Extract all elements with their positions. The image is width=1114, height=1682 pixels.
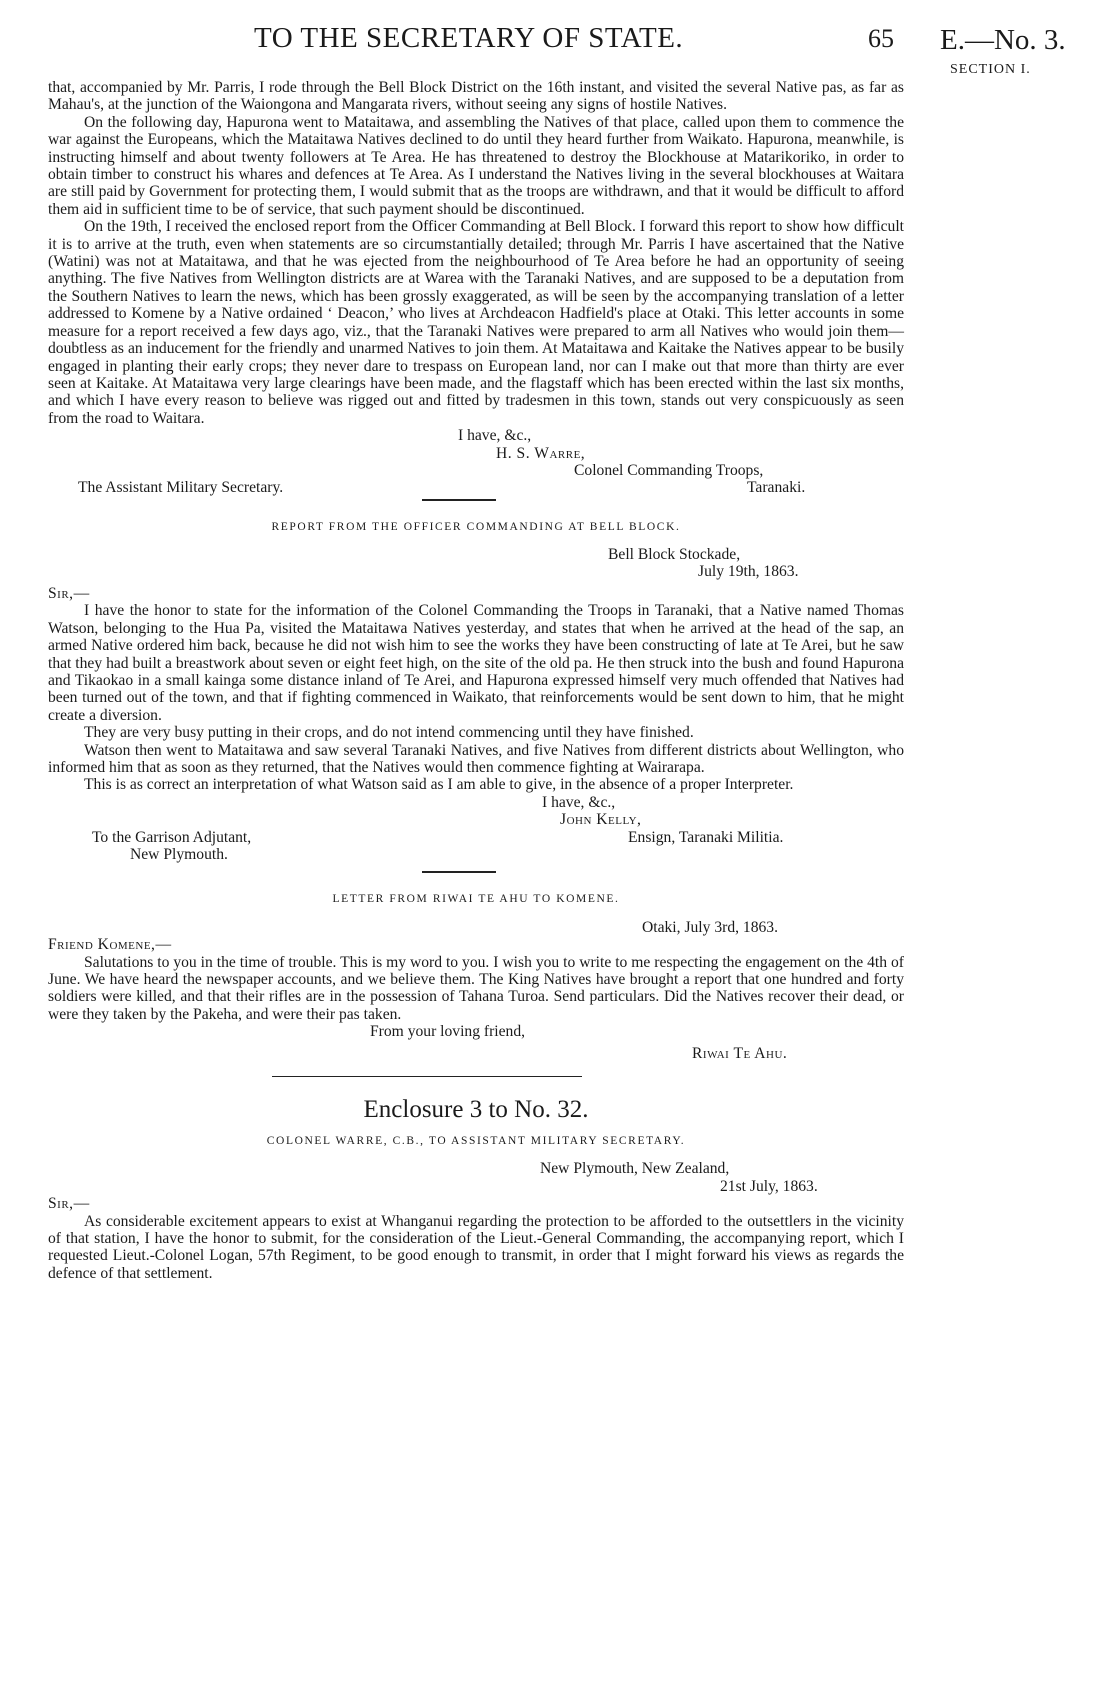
signer-title: Ensign, Taranaki Militia. xyxy=(628,828,784,846)
signature-line xyxy=(48,462,904,479)
paragraph: that, accompanied by Mr. Parris, I rode through the Bell Block District on the 16th instant, and visited the several Native pas, as far as Mahau's, at the junction of the Waiongona and Mangarata rivers, without seeing any signs of hostile Natives. xyxy=(48,79,904,114)
signature-line xyxy=(48,811,904,828)
report-heading: REPORT FROM THE OFFICER COMMANDING AT BELL BLOCK. xyxy=(271,520,681,533)
enclosure-date: 21st July, 1863. xyxy=(720,1177,818,1195)
addressee: To the Garrison Adjutant, xyxy=(92,828,252,846)
signer-place: Taranaki. xyxy=(747,479,806,497)
salutation: Sir,— xyxy=(48,584,90,602)
document-reference: E.—No. 3. xyxy=(940,24,1066,56)
salutation: Sir,— xyxy=(48,1195,90,1213)
signature-line xyxy=(48,794,904,811)
closing: I have, &c., xyxy=(458,427,532,445)
paragraph: On the following day, Hapurona went to Mataitawa, and assembling the Natives of that place, called upon them to commence the war against the Europeans, which the Mataitawa Natives declined to do until they heard further from Waikato. Hapurona, meanwhile, is instructing himself and about twenty followers at Te Area. He has threatened to destroy the Blockhouse at Matarikoriko, in order to obtain timber to construct his whares and defences at Te Area. As I understand the Natives living in the several blockhouses at Waitara are still paid by Government for protecting them, I would submit that as the troops are withdrawn, and that it would be difficult to afford them aid in sufficient time to be of service, that such payment should be discontinued. xyxy=(48,113,904,218)
section-divider xyxy=(422,871,496,873)
signature-line xyxy=(48,1045,904,1062)
paragraph: On the 19th, I received the enclosed report from the Officer Commanding at Bell Block. I forward this report to show how difficult it is to arrive at the truth, even when statements are so circumstantially detailed; through Mr. Parris I have ascertained that the Native (Watini) was not at Mataitawa, and that he was ejected from the neighbourhood of Te Area before he had an opportunity of seeing anything. The five Natives from Wellington districts are at Warea with the Taranaki Natives, and are supposed to be a deputation from the Southern Natives to learn the news, which has been grossly exaggerated, as will be seen by the accompanying translation of a letter addressed to Komene by a Native ordained ‘ Deacon,’ who lives at Archdeacon Hadfield's place at Otaki. This letter accounts in some measure for a report received a few days ago, viz., that the Taranaki Natives were prepared to arm all Natives who would join them—doubtless as an inducement for the friendly and unarmed Natives to join them. At Mataitawa and Kaitake the Natives appear to be busily engaged in planting their early crops; they never dare to trespass on European land, nor can I make out that more than thirty are ever seen at Kaitake. At Mataitawa very large clearings have been made, and the flagstaff which has been erected within the last six months, and which I have every reason to believe was rigged out and fitted by tradesmen in this town, stands out very conspicuously as seen from the road to Waitara. xyxy=(48,218,904,427)
paragraph: Salutations to you in the time of trouble. This is my word to you. I wish you to write to me respecting the engagement on the 4th of June. We have heard the newspaper accounts, and we believe them. The King Natives have brought a report that one hundred and forty soldiers were killed, and that their rifles are in the possession of Tahana Turoa. Send particulars. Did the Natives recover their dead, or were they taken by the Pakeha, and were their pas taken. xyxy=(48,953,904,1023)
paragraph: I have the honor to state for the information of the Colonel Commanding the Troops in Taranaki, that a Native named Thomas Watson, belonging to the Hua Pa, visited the Mataitawa Natives yesterday, and states that when he arrived at the head of the sap, an armed Native ordered him back, because he did not wish him to see the works they have been constructing of late at Te Arei, but he saw that they had built a breastwork about seven or eight feet high, on the site of the old pa. He then struck into the bush and found Hapurona and Tikaokao in a small kainga some distance inland of Te Arei, and Hapurona expressed himself very much offended that Natives had been turned out of the town, and that if fighting commenced in Waikato, that reinforcements would be sent down to him, that he might create a diversion. xyxy=(48,602,904,724)
addressee-place: New Plymouth. xyxy=(130,845,228,863)
report-date: July 19th, 1863. xyxy=(698,563,799,581)
paragraph: As considerable excitement appears to exist at Whanganui regarding the protection to be afforded to the outsettlers in the vicinity of that station, I have the honor to submit, for the consideration of the Lieut.-General Commanding, the accompanying report, which I requested Lieut.-Colonel Logan, 57th Regiment, to be good enough to transmit, in order that I might forward his views as regards the defence of that settlement. xyxy=(48,1212,904,1282)
signature-line xyxy=(48,445,904,462)
closing: I have, &c., xyxy=(542,793,616,811)
paragraph: They are very busy putting in their crops, and do not intend commencing until they have finished. xyxy=(84,724,694,742)
salutation: Friend Komene,— xyxy=(48,936,172,954)
report-place: Bell Block Stockade, xyxy=(608,546,741,564)
document-body xyxy=(48,79,904,1282)
enclosure-heading: COLONEL WARRE, C.B., TO ASSISTANT MILITARY SECRETARY. xyxy=(266,1134,686,1147)
letter-place-date: Otaki, July 3rd, 1863. xyxy=(642,918,779,936)
enclosure-place: New Plymouth, New Zealand, xyxy=(540,1160,730,1178)
signature-line xyxy=(48,427,904,444)
signer-name: John Kelly, xyxy=(560,811,642,829)
letter-heading: LETTER FROM RIWAI TE AHU TO KOMENE. xyxy=(332,893,620,906)
enclosure-title: Enclosure 3 to No. 32. xyxy=(363,1095,589,1123)
signature-line xyxy=(48,1023,904,1040)
running-title: TO THE SECRETARY OF STATE. xyxy=(254,22,684,54)
page-number: 65 xyxy=(868,24,894,53)
section-divider xyxy=(272,1076,582,1077)
signature-line xyxy=(48,829,904,846)
signature-line xyxy=(48,846,904,863)
signature-line xyxy=(48,479,904,496)
signer-name: H. S. Warre, xyxy=(496,444,586,462)
signer-name: Riwai Te Ahu. xyxy=(692,1044,788,1062)
closing: From your loving friend, xyxy=(370,1023,526,1041)
signer-title: Colonel Commanding Troops, xyxy=(574,461,764,479)
addressee: The Assistant Military Secretary. xyxy=(78,479,284,497)
section-divider xyxy=(422,499,496,501)
paragraph: Watson then went to Mataitawa and saw several Taranaki Natives, and five Natives from different districts about Wellington, who informed him that as soon as they returned, that the Natives would then commence fighting at Wairarapa. xyxy=(48,741,904,776)
paragraph: This is as correct an interpretation of what Watson said as I am able to give, in the absence of a proper Interpreter. xyxy=(84,776,794,794)
section-label: SECTION I. xyxy=(950,62,1031,77)
